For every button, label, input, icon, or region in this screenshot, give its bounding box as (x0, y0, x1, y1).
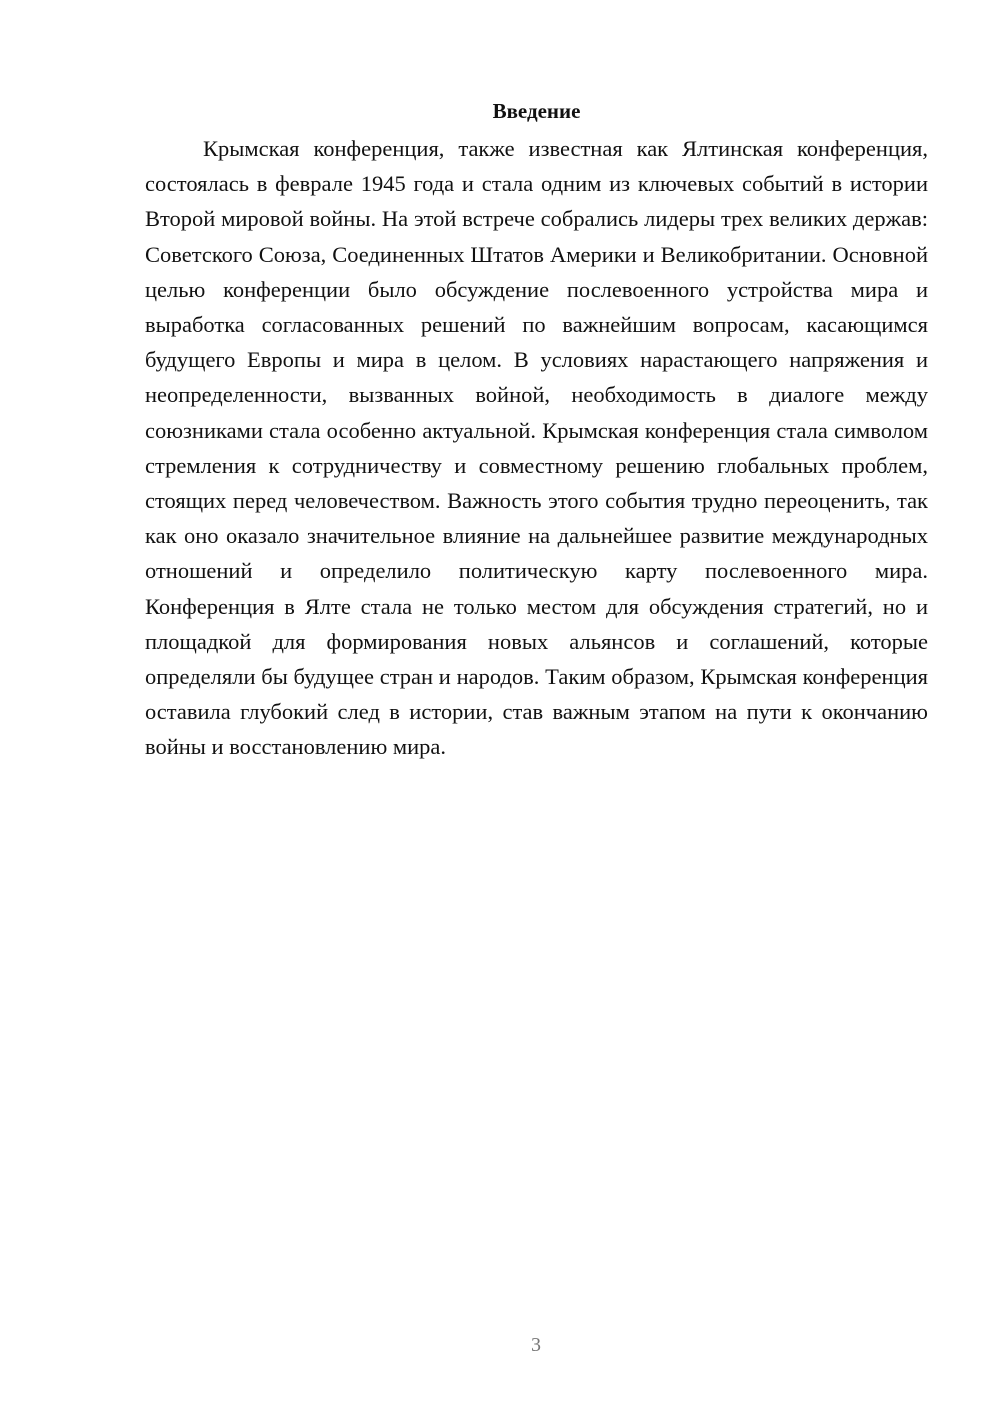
section-heading: Введение (492, 99, 581, 123)
body-paragraph: Крымская конференция, также известная как Ялтинская конференция, состоялась в феврале 1945 года и стала одним из ключевых событий в истории Второй мировой войны. На этой встрече собрались лидеры трех великих держав: Советского Союза, Соединенных Штатов Америки и Великобритании. Основной целью конференции было обсуждение послевоенного устройства мира и выработка согласованных решений по важнейшим вопросам, касающимся будущего Европы и мира в целом. В условиях нарастающего напряжения и неопределенности, вызванных войной, необходимость в диалоге между союзниками стала особенно актуальной. Крымская конференция стала символом стремления к сотрудничеству и совместному решению глобальных проблем, стоящих перед человечеством. Важность этого события трудно переоценить, так как оно оказало значительное влияние на дальнейшее развитие международных отношений и определило политическую карту послевоенного мира. Конференция в Ялте стала не только местом для обсуждения стратегий, но и площадкой для формирования новых альянсов и соглашений, которые определяли бы будущее стран и народов. Таким образом, Крымская конференция оставила глубокий след в истории, став важным этапом на пути к окончанию войны и восстановлению мира. (145, 136, 928, 760)
page-number: 3 (531, 1334, 541, 1356)
page-content (145, 96, 928, 765)
